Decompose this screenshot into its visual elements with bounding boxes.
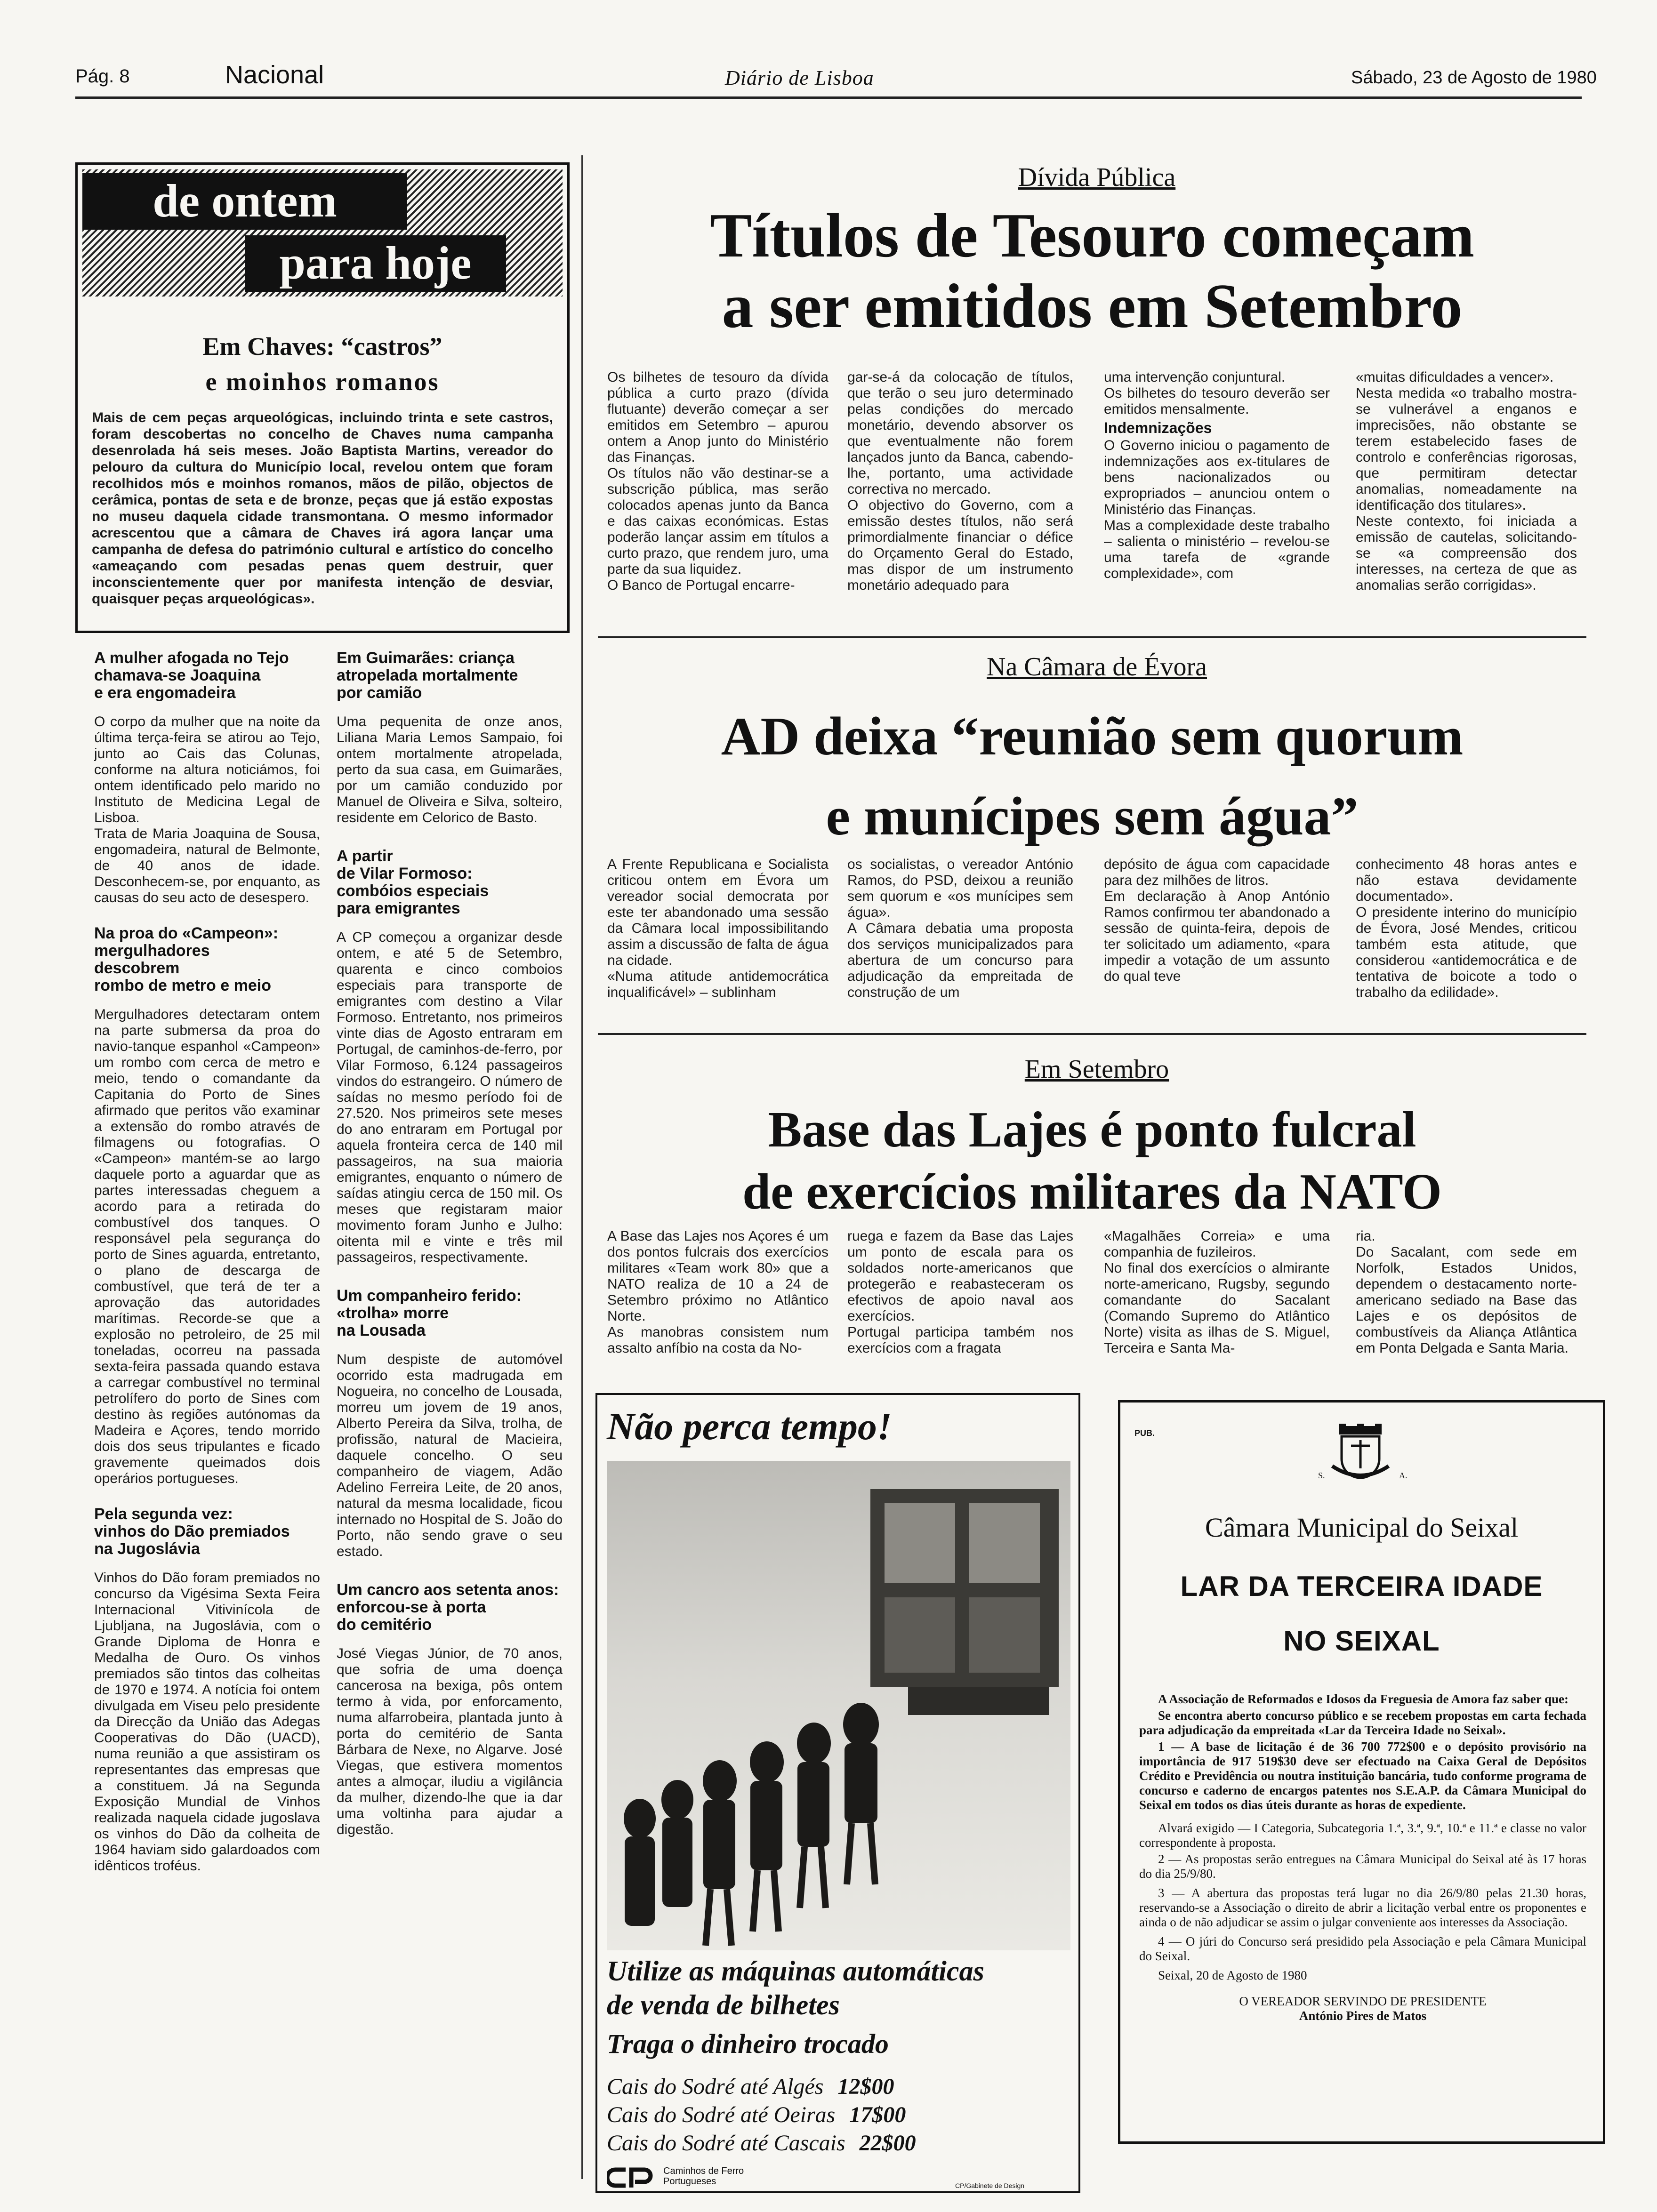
brief-item <box>94 649 320 906</box>
article3-col3: «Magalhães Correia» e uma companhia de fuzileiros. No final dos exercícios o almirante norte-americano, Rugsby, segundo comandante do Sacalant (Comando Supremo do Atlântico Norte) visita as ilhas de S. Miguel, Terceira e Santa Ma- <box>1104 1228 1330 1356</box>
page-number: Pág. 8 <box>75 66 130 87</box>
article3-kicker: Em Setembro <box>1024 1055 1169 1084</box>
brief-item <box>337 1287 563 1560</box>
article2-col2: os socialistas, o vereador António Ramos, do PSD, deixou a reunião sem quorum e «os munícipes sem água». A Câmara debatia uma proposta dos serviços municipalizados para abertura de um concurso para adjudicação da empreitada de construção de um <box>847 857 1073 1000</box>
fare-route: Cais do Sodré até Oeiras <box>607 2102 836 2127</box>
brief-title: Na proa do «Campeon»: mergulhadores descobrem rombo de metro e meio <box>94 924 279 994</box>
masthead-rule <box>75 96 1582 99</box>
box-banner <box>82 169 563 297</box>
seixal-intro: A Associação de Reformados e Idosos da Freguesia de Amora faz saber que: <box>1158 1692 1569 1706</box>
banner-line2: para hoje <box>245 235 506 292</box>
article2-kicker: Na Câmara de Évora <box>987 652 1207 681</box>
article1-col1: Os bilhetes de tesouro da dívida pública a curto prazo (dívida flutuante) deverão começar a ser emitidos em Setembro – apurou ontem a Anop junto do Ministério das Finanças. Os títulos não vão destinar-se a subscrição pública, mas serão colocados apenas junto da Banca e das caixas económicas. Estas poderão lançar assim em títulos a curto prazo, que rendem juro, uma parte da sua liquidez. O Banco de Portugal encarre- <box>607 369 828 593</box>
fare-route: Cais do Sodré até Cascais <box>607 2131 845 2156</box>
seixal-date: Seixal, 20 de Agosto de 1980 <box>1158 1968 1307 1982</box>
column-divider <box>581 155 583 2179</box>
municipal-seal-icon <box>1325 1421 1396 1485</box>
brief-item <box>337 848 563 1266</box>
article1-col3b-text: O Governo iniciou o pagamento de indemnizações aos ex-titulares de bens nacionalizados ou expropriados – anunciou ontem o Ministério das Finanças. Mas a complexidade deste trabalho – salienta o ministério – revelou-se uma tarefa de «grande complexidade», com <box>1104 438 1330 581</box>
fare-route: Cais do Sodré até Algés <box>607 2074 824 2099</box>
brief-title: A partir de Vilar Formoso: combóios especiais para emigrantes <box>337 847 489 917</box>
seixal-p2: 1 — A base de licitação é de 36 700 772$00 e o depósito provisório na importância de 917 519$30 deve ser efectuado na Caixa Geral de Depósitos Crédito e Previdência ou noutra instituição bancária, tudo conforme programa de concurso e caderno de encargos patentes nos S.E.A.P. da Câmara Municipal do Seixal em todos os dias úteis durante as horas de expediente. <box>1139 1739 1586 1812</box>
fare-list <box>607 2073 1030 2157</box>
brief-body: A CP começou a organizar desde ontem, e até 5 de Setembro, quarenta e cinco comboios especiais para transporte de emigrantes com destino a Vilar Formoso. Entretanto, nos primeiros vinte dias de Agosto entraram em Portugal, de caminhos-de-ferro, por Vilar Formoso, 6.124 passageiros vindos do estrangeiro. O número de saídas no mesmo período foi de 27.520. Nos primeiros sete meses do ano entraram em Portugal por aquela fronteira cerca de 140 mil passageiros, na sua maioria emigrantes, enquanto o número de saídas atingiu cerca de 150 mil. Os meses que registaram maior movimento foram Junho e Julho: oitenta mil e vinte e três mil passageiros, respectivamente. <box>337 930 563 1265</box>
cp-brand: Caminhos de Ferro Portugueses <box>663 2166 744 2187</box>
cp-advertisement <box>595 1393 1080 2193</box>
article1-rule <box>598 636 1586 638</box>
brief-title: Pela segunda vez: vinhos do Dão premiados na Jugoslávia <box>94 1505 290 1558</box>
brief-item <box>337 649 563 826</box>
fare-price: 22$00 <box>859 2131 916 2156</box>
brief-title: A mulher afogada no Tejo chamava-se Joaquina e era engomadeira <box>94 649 289 702</box>
cp-logo-icon <box>607 2167 659 2191</box>
article3-col2: ruega e fazem da Base das Lajes um ponto de escala para os soldados norte-americanos que protegerão e reabasteceram os efectivos de apoio naval aos exercícios. Portugal participa também nos exercícios com a fragata <box>847 1228 1073 1356</box>
brief-body: O corpo da mulher que na noite da última terça-feira se atirou ao Tejo, junto ao Cais das Colunas, conforme na altura noticiámos, foi ontem identificado pelo marido no Instituto de Medicina Legal de Lisboa. Trata de Maria Joaquina de Sousa, engomadeira, natural de Belmonte, de 40 anos de idade. Desconhecem-se, por enquanto, as causas do seu acto de desespero. <box>94 714 320 906</box>
article2-col4: conhecimento 48 horas antes e não estava devidamente documentado». O presidente interino do município de Évora, José Mendes, criticou também esta atitude, que considerou «antidemocrática e de tentativa de boicote a todo o trabalho da edilidade». <box>1356 857 1577 1000</box>
box-title2: e moinhos romanos <box>205 368 440 396</box>
brief-title: Um companheiro ferido: «trolha» morre na Lousada <box>337 1287 522 1339</box>
banner-line1: de ontem <box>82 173 407 230</box>
seixal-p4: 2 — As propostas serão entregues na Câmara Municipal do Seixal até às 17 horas do dia 25/9/80. <box>1139 1852 1586 1881</box>
cp-ad-slogan3: Traga o dinheiro trocado <box>607 2028 889 2059</box>
brief-title: Em Guimarães: criança atropelada mortalmente por camião <box>337 649 518 702</box>
box-title1: Em Chaves: “castros” <box>202 332 442 361</box>
seal-letter-s: S. <box>1318 1471 1325 1480</box>
issue-date: Sábado, 23 de Agosto de 1980 <box>1351 68 1597 88</box>
briefs-left-column <box>94 649 320 2188</box>
article1-col3 <box>1104 369 1330 582</box>
seixal-signature-name: António Pires de Matos <box>1299 2009 1427 2023</box>
article2-title: AD deixa “reunião sem quorum e munícipes sem água” <box>721 706 1464 847</box>
brief-body: Num despiste de automóvel ocorrido esta madrugada em Nogueira, no concelho de Lousada, morreu um jovem de 19 anos, Alberto Pereira da Silva, trolha, de profissão, natural de Macieira, daquele concelho. O seu companheiro de viagem, Adão Adelino Ferreira Leite, de 20 anos, natural da mesma localidade, ficou internado no Hospital de S. João do Porto, não sendo grave o seu estado. <box>337 1352 563 1559</box>
photo-queue-at-ticket-machines <box>607 1461 1070 1950</box>
brief-body: Uma pequenita de onze anos, Liliana Maria Lemos Sampaio, foi ontem mortalmente atropelada, perto da sua casa, em Guimarães, por um camião conduzido por Manuel de Oliveira e Silva, solteiro, residente em Celorico de Basto. <box>337 714 563 825</box>
brief-title: Um cancro aos setenta anos: enforcou-se à porta do cemitério <box>337 1581 559 1634</box>
article2-rule <box>598 1033 1586 1035</box>
fare-row <box>607 2073 1030 2101</box>
fare-price: 17$00 <box>849 2102 906 2127</box>
article1-col2: gar-se-á da colocação de títulos, que terão o seu juro determinado pelas condições do mercado monetário, devendo absorver os que eventualmente não forem lançados junto da Banca, cabendo-lhe, portanto, uma actividade correctiva no mercado. O objectivo do Governo, com a emissão destes títulos, não será primordialmente financiar o défice do Orçamento Geral do Estado, mas dispor de um instrumento monetário adequado para <box>847 369 1073 593</box>
article1-col3-text: uma intervenção conjuntural. Os bilhetes do tesouro deverão ser emitidos mensalmente. <box>1104 369 1330 417</box>
seixal-title1: LAR DA TERCEIRA IDADE <box>1180 1571 1543 1602</box>
box-lead: Mais de cem peças arqueológicas, incluindo trinta e sete castros, foram descobertas no concelho de Chaves numa campanha desenrolada há seis meses. João Baptista Martins, vereador do pelouro da cultura do Município local, revelou ontem que foram recolhidos mós e moinhos romanos, mãos de pilão, objectos de cerâmica, pontas de seta e de bronze, peças que já estão expostas no museu daquela cidade transmontana. O mesmo informador acrescentou que a câmara de Chaves irá agora lançar uma campanha de defesa do património cultural e artístico do concelho «ameaçando com pesadas penas quem destruir, quer inconscientemente quer por manifesta intenção de desviar, quaisquer peças arqueológicas». <box>92 410 553 607</box>
brief-body: Mergulhadores detectaram ontem na parte submersa da proa do navio-tanque espanhol «Campeon» um rombo com cerca de metro e meio, tendo o comandante da Capitania do Porto de Sines afirmado que peritos vão examinar a extensão do rombo através de filmagens ou fotografias. O «Campeon» mantém-se ao largo daquele porto a aguardar que as partes interessadas cheguem a acordo para a retirada do combustível dos tanques. O responsável pela segurança do porto de Sines aguarda, entretanto, o plano de descarga de combustível, que terá de ter a aprovação das autoridades marítimas. Recorde-se que a explosão no petroleiro, de 25 mil toneladas, ocorreu na passada sexta-feira passada quando estava a carregar combustível no terminal petrolífero do porto de Sines com destino às regiões autónomas da Madeira e Açores, tendo morrido dois dos seus tripulantes e ficado gravemente queimados dois operários portugueses. <box>94 1007 320 1486</box>
seixal-advertisement <box>1118 1400 1605 2144</box>
pub-label: PUB. <box>1134 1428 1155 1438</box>
seixal-signature-title: O VEREADOR SERVINDO DE PRESIDENTE <box>1239 1994 1487 2008</box>
queue-illustration <box>607 1461 1070 1950</box>
seal-letter-a: A. <box>1399 1471 1408 1480</box>
brief-item <box>337 1581 563 1838</box>
fare-price: 12$00 <box>837 2074 894 2099</box>
brief-item <box>94 1506 320 1874</box>
cp-ad-slogan2: de venda de bilhetes <box>607 1989 840 2020</box>
section-name: Nacional <box>225 61 324 89</box>
briefs-right-column <box>337 649 563 2188</box>
brief-item <box>94 925 320 1487</box>
article1-title: Títulos de Tesouro começam a ser emitidos em Setembro <box>709 200 1475 341</box>
article3-title: Base das Lajes é ponto fulcral de exercícios militares da NATO <box>742 1102 1442 1220</box>
seixal-title2: NO SEIXAL <box>1283 1625 1440 1657</box>
cp-ad-headline: Não perca tempo! <box>607 1405 892 1448</box>
brief-body: José Viegas Júnior, de 70 anos, que sofria de uma doença cancerosa na bexiga, pôs ontem termo à vida, por enforcamento, numa alfarrobeira, plantada junto à porta do cemitério de Santa Bárbara de Nexe, no Algarve. José Viegas, que estivera momentos antes a almoçar, iludiu a vigilância da mulher, dizendo-lhe que ia dar uma voltinha para ajudar a digestão. <box>337 1646 563 1837</box>
seixal-p1: Se encontra aberto concurso público e se recebem propostas em carta fechada para adjudicação da empreitada «Lar da Terceira Idade no Seixal». <box>1139 1708 1586 1737</box>
fare-row <box>607 2101 1030 2129</box>
article3-col4: ria. Do Sacalant, com sede em Norfolk, Estados Unidos, dependem o destacamento norte-americano sediado na Base das Lajes e os depósitos de combustíveis da Aliança Atlântica em Ponta Delgada e Santa Maria. <box>1356 1228 1577 1356</box>
seixal-p5: 3 — A abertura das propostas terá lugar no dia 26/9/80 pelas 21.30 horas, reservando-se a Associação o direito de abrir a licitação verbal entre os proponentes e ainda o de não adjudicar se assim o julgar conveniente aos interesses da Associação. <box>1139 1886 1586 1929</box>
seixal-p6: 4 — O júri do Concurso será presidido pela Associação e pela Câmara Municipal do Seixal. <box>1139 1934 1586 1963</box>
de-ontem-para-hoje-box <box>75 162 570 633</box>
article2-col3: depósito de água com capacidade para dez milhões de litros. Em declaração à Anop António Ramos confirmou ter abandonado a sessão de quinta-feira, depois de ter solicitado um adiamento, «para impedir a votação de um assunto do qual teve <box>1104 857 1330 984</box>
seixal-authority: Câmara Municipal do Seixal <box>1205 1512 1519 1543</box>
cp-ad-slogan1: Utilize as máquinas automáticas <box>607 1956 984 1987</box>
seixal-p3: Alvará exigido — I Categoria, Subcategoria 1.ª, 3.ª, 9.ª, 10.ª e 11.ª e classe no valor correspondente à proposta. <box>1139 1821 1586 1850</box>
brief-body: Vinhos do Dão foram premiados no concurso da Vigésima Sexta Feira Internacional Vitivinícola de Ljubljana, na Jugoslávia, com o Grande Diploma de Honra e Medalha de Ouro. Os vinhos premiados são tintos das colheitas de 1970 e 1974. A notícia foi ontem divulgada em Viseu pelo presidente da Direcção da União das Adegas Cooperativas do Dão (UACD), numa reunião a que assistiram os representantes das empresas que a constituem. Já na Segunda Exposição Mundial de Vinhos realizada naquela cidade jugoslava os vinhos do Dão da colheita de 1964 haviam sido galardoados com idênticos troféus. <box>94 1570 320 1874</box>
article1-col4: «muitas dificuldades a vencer». Nesta medida «o trabalho mostra-se vulnerável a enganos e imprecisões, não obstante se terem estabelecido fases de controlo e conferências rigorosas, que permitiram detectar anomalias, nomeadamente na identificação dos titulares». Neste contexto, foi iniciada a emissão de cautelas, solicitando-se «a compreensão dos interesses, na certeza de que as anomalias serão corrigidas». <box>1356 369 1577 593</box>
article2-col1: A Frente Republicana e Socialista criticou ontem em Évora um vereador social democrata por este ter abandonado uma sessão da Câmara local impossibilitando assim a discussão de falta de água na cidade. «Numa atitude antidemocrática inqualificável» – sublinham <box>607 857 828 1000</box>
article1-subhead: Indemnizações <box>1104 419 1212 436</box>
seixal-notice-body <box>1139 1692 1586 2023</box>
fare-row <box>607 2129 1030 2157</box>
article3-col1: A Base das Lajes nos Açores é um dos pontos fulcrais dos exercícios militares «Team work 80» que a NATO realiza de 10 a 24 de Setembro próximo no Atlântico Norte. As manobras consistem num assalto anfíbio na costa da No- <box>607 1228 828 1356</box>
newspaper-name: Diário de Lisboa <box>725 66 874 89</box>
article1-kicker: Dívida Pública <box>1018 163 1176 192</box>
cp-design-credit: CP/Gabinete de Design <box>955 2182 1025 2189</box>
